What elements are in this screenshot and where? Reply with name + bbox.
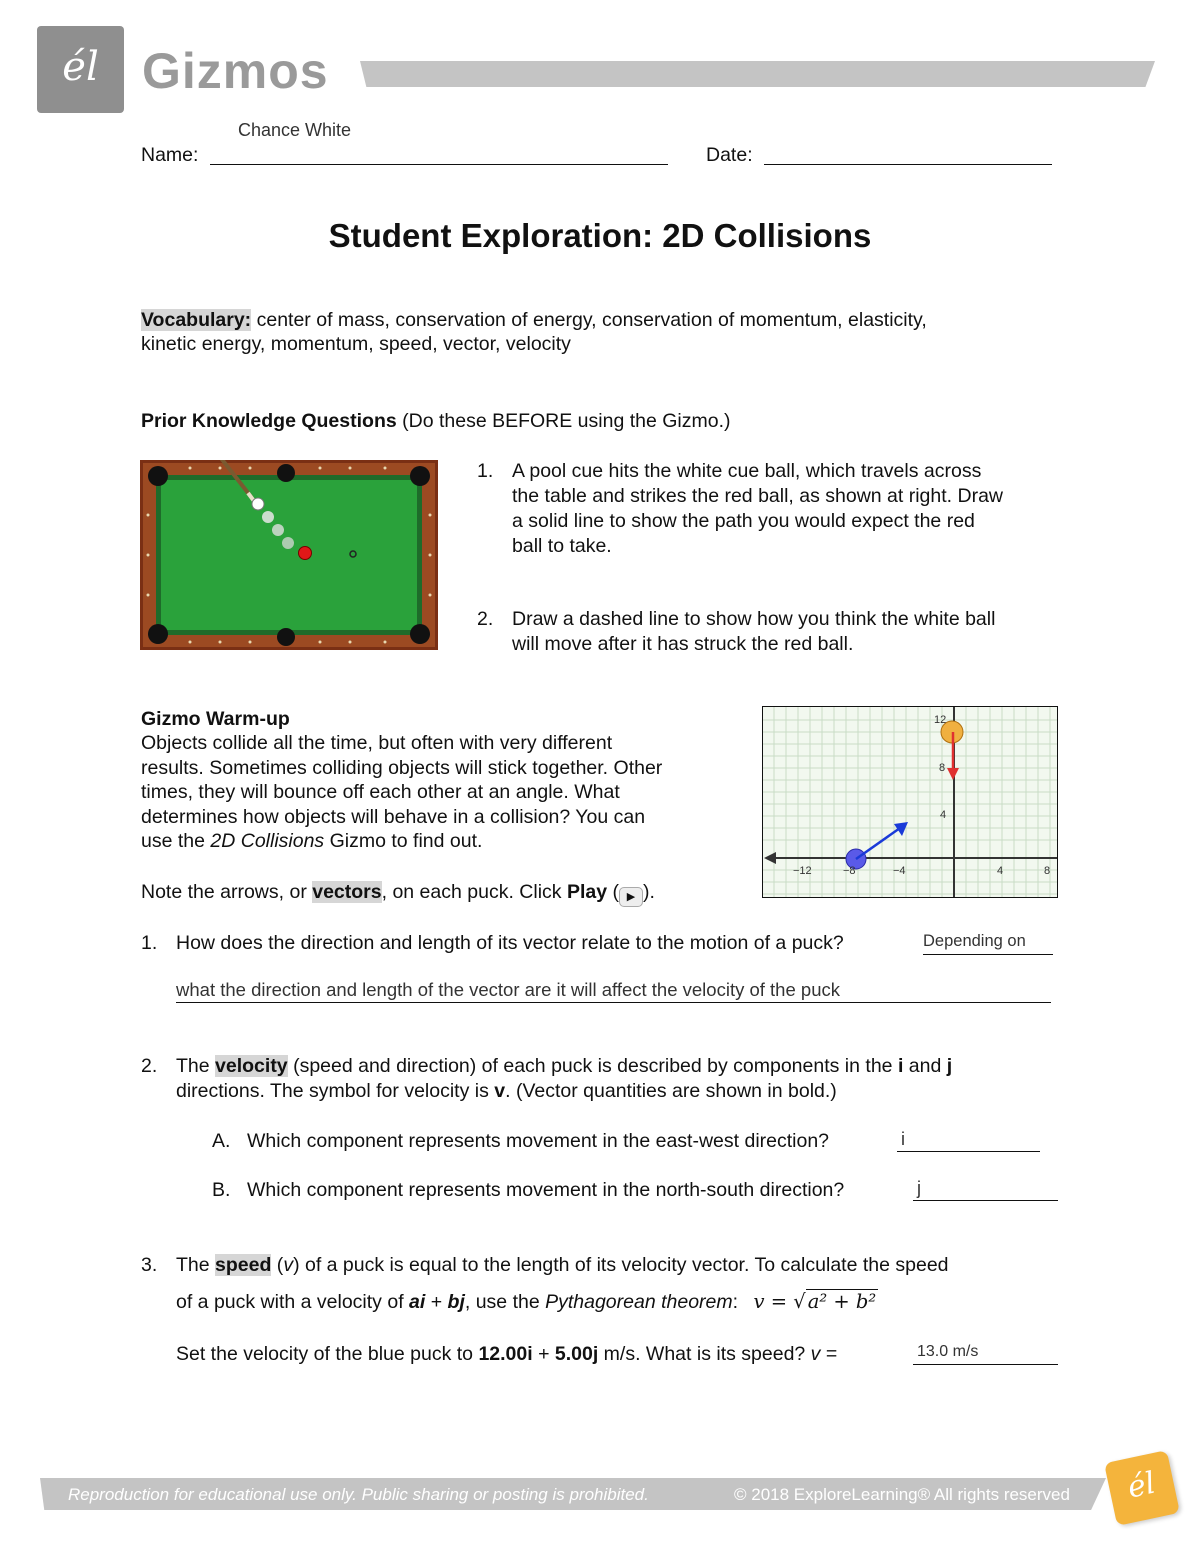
prior-q1-number: 1. [477,460,494,482]
x-tick-neg4: −4 [893,865,906,877]
prior-q1-line: ball to take. [512,535,612,557]
prior-q1-line: a solid line to show the path you would expect the red [512,510,975,532]
note-text: ( [607,881,619,903]
sqrt-symbol: √ [793,1290,806,1313]
warmup-line: times, they will bounce off each other at an angle. What [141,781,620,803]
warmup-note [141,880,655,907]
header-bar [360,61,1155,87]
page-title: Student Exploration: 2D Collisions [328,217,872,254]
v-symbol: v [810,1343,821,1365]
prior-knowledge-note: (Do these BEFORE using the Gizmo.) [396,410,731,432]
pool-table-image [140,460,438,650]
vocabulary-line1: center of mass, conservation of energy, conservation of momentum, elasticity, [251,309,927,331]
formula-eq: = [764,1290,794,1313]
bj-term: bj [447,1291,465,1313]
pythagorean-formula [753,1290,878,1313]
q2b-label: B. [212,1179,231,1201]
footer-logo-mark: él [1124,1465,1159,1506]
q2a-answer[interactable] [897,1129,1040,1152]
speed-term: speed [215,1254,272,1276]
explorelearning-logo [1104,1450,1180,1526]
j-symbol: j [946,1055,953,1077]
q3-text-part: = [820,1343,838,1365]
logo-mark: él [62,44,99,90]
prior-knowledge-heading [141,409,731,433]
v-symbol: v [283,1254,294,1276]
q2b-text: Which component represents movement in the north-south direction? [247,1179,845,1201]
q3-text-part: Set the velocity of the blue puck to [176,1343,479,1365]
ai-term: ai [409,1291,426,1313]
q2-text [176,1054,1076,1104]
q3-line2 [176,1290,1076,1314]
prior-q2-text [512,607,1072,657]
prior-q2-line: will move after it has struck the red ball. [512,633,854,655]
warmup-heading: Gizmo Warm-up [141,708,290,730]
q3-answer-text: 13.0 m/s [917,1343,979,1360]
prior-knowledge-title: Prior Knowledge Questions [141,410,397,432]
prior-q1-line: A pool cue hits the white cue ball, which travels across [512,460,982,482]
note-text: , on each puck. Click [381,881,567,903]
q3-line1 [176,1253,1076,1277]
q2b-answer-text: j [917,1178,921,1198]
y-tick-4: 4 [940,809,947,821]
prior-q1-text [512,459,1072,559]
q2a-answer-text: i [901,1129,905,1149]
date-field[interactable] [764,164,1052,165]
vectors-term: vectors [312,881,382,903]
y-tick-12: 12 [934,714,947,726]
q2b-answer[interactable] [913,1178,1058,1201]
formula-v: v [753,1290,765,1313]
q3-text-part: , use the [464,1291,546,1313]
gizmos-logo [37,26,124,113]
q2-text-part: . (Vector quantities are shown in bold.) [505,1080,837,1102]
q3-text-part: ( [271,1254,284,1276]
velocity-i-value: 12.00i [478,1343,533,1365]
y-tick-8: 8 [939,762,946,774]
warmup-paragraph [141,731,741,854]
q3-text-part: ) of a puck is equal to the length of its velocity vector. To calculate the speed [293,1254,949,1276]
prior-q1-line: the table and strikes the red ball, as shown at right. Draw [512,485,1004,507]
brand-name: Gizmos [142,43,329,99]
q1-number: 1. [141,932,158,954]
q2-line2 [176,1079,1076,1104]
name-label: Name: [141,144,199,166]
q3-answer[interactable] [913,1343,1058,1365]
pythagorean-term: Pythagorean theorem [545,1291,733,1313]
q3-text-part: The [176,1254,216,1276]
vocabulary-section [141,308,1061,356]
v-symbol: v [494,1080,506,1102]
i-symbol: i [897,1055,904,1077]
q2-number: 2. [141,1055,158,1077]
note-text: ). [643,881,655,903]
q3-set-velocity [176,1342,916,1366]
warmup-line [141,829,741,854]
x-tick-neg12: −12 [793,865,812,877]
footer-disclaimer: Reproduction for educational use only. Public sharing or posting is prohibited. [68,1485,649,1504]
q1-text: How does the direction and length of its vector relate to the motion of a puck? [176,932,844,954]
q1-answer-line2[interactable]: what the direction and length of the vector are it will affect the velocity of the puck [176,979,1051,1003]
date-label: Date: [706,144,753,166]
warmup-text: Gizmo to find out. [324,830,483,852]
q3-text-part: m/s. What is its speed? [598,1343,811,1365]
formula-radicand: a² + b² [807,1290,877,1313]
warmup-line: results. Sometimes colliding objects will stick together. Other [141,756,663,779]
q2a-label: A. [212,1130,231,1152]
footer-copyright: © 2018 ExploreLearning® All rights reserved [734,1485,1070,1504]
x-tick-8: 8 [1044,865,1051,877]
name-field[interactable] [210,164,668,165]
x-tick-4: 4 [997,865,1004,877]
velocity-term: velocity [215,1055,288,1077]
x-tick-neg8: −8 [843,865,856,877]
q2-text-part: directions. The symbol for velocity is [176,1080,495,1102]
q3-text-part: : [732,1291,739,1313]
warmup-text: use the [141,830,211,852]
q2-text-part: and [903,1055,947,1077]
warmup-line: Objects collide all the time, but often with very different [141,732,613,754]
name-value: Chance White [238,120,352,140]
prior-q2-number: 2. [477,608,494,630]
gizmo-name: 2D Collisions [210,830,325,852]
q2-line1 [176,1054,1076,1079]
q1-answer-line1[interactable]: Depending on [923,932,1053,955]
q3-number: 3. [141,1254,158,1276]
q2-text-part: (speed and direction) of each puck is described by components in the [287,1055,898,1077]
vocabulary-line2: kinetic energy, momentum, speed, vector, velocity [141,333,571,355]
velocity-j-value: 5.00j [554,1343,599,1365]
warmup-line: determines how objects will behave in a collision? You can [141,805,646,828]
vocabulary-label: Vocabulary: [141,309,252,331]
q3-text-part: + [532,1343,555,1365]
note-text: Note the arrows, or [141,881,313,903]
q3-text-part: + [425,1291,448,1313]
collision-graph-image [762,706,1058,898]
play-icon: ▶ [619,887,643,907]
prior-q2-line: Draw a dashed line to show how you think the white ball [512,608,996,630]
q2-text-part: The [176,1055,216,1077]
play-label: Play [566,881,608,903]
q2a-text: Which component represents movement in the east-west direction? [247,1130,830,1152]
q3-text-part: of a puck with a velocity of [176,1291,410,1313]
